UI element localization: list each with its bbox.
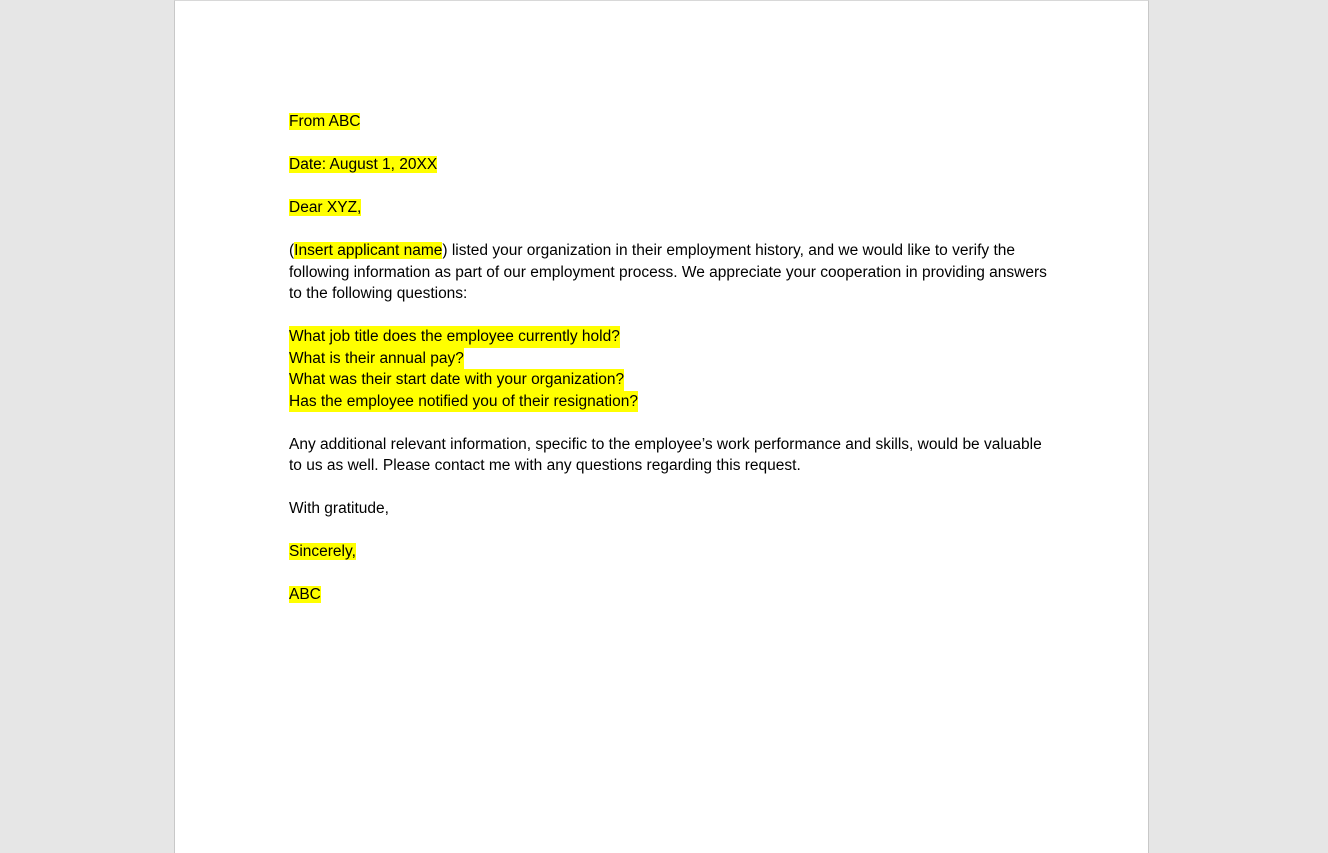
document-page[interactable] xyxy=(174,0,1149,853)
signature-line: ABC xyxy=(289,586,321,603)
gratitude-line: With gratitude, xyxy=(289,500,389,517)
closing-line: Sincerely, xyxy=(289,543,356,560)
date-line-paragraph xyxy=(289,154,1049,176)
additional-info-paragraph: Any additional relevant information, specific to the employee’s work performance and skills, would be valuable to us as well. Please contact me with any questions regarding this request. xyxy=(289,435,1042,474)
letter-body[interactable] xyxy=(289,111,1049,627)
question-item: Has the employee notified you of their resignation? xyxy=(289,391,638,413)
salutation: Dear XYZ, xyxy=(289,199,362,216)
applicant-name-placeholder: Insert applicant name xyxy=(294,242,443,259)
date-line: Date: August 1, 20XX xyxy=(289,156,438,173)
salutation-paragraph xyxy=(289,197,1049,219)
question-item: What job title does the employee currently hold? xyxy=(289,326,620,348)
from-line-paragraph xyxy=(289,111,1049,133)
closing-paragraph xyxy=(289,541,1049,563)
question-item: What was their start date with your organization? xyxy=(289,369,624,391)
intro-text: ) listed your organization in their employment history, and we would like to verify the following information as part of our employment process. We appreciate your cooperation in providing answers to the following questions: xyxy=(289,242,1047,302)
from-line: From ABC xyxy=(289,113,361,130)
question-item: What is their annual pay? xyxy=(289,348,464,370)
signature-paragraph xyxy=(289,584,1049,606)
intro-paragraph xyxy=(289,240,1049,305)
questions-list xyxy=(289,326,1049,412)
intro-open-paren: ( xyxy=(289,242,295,259)
